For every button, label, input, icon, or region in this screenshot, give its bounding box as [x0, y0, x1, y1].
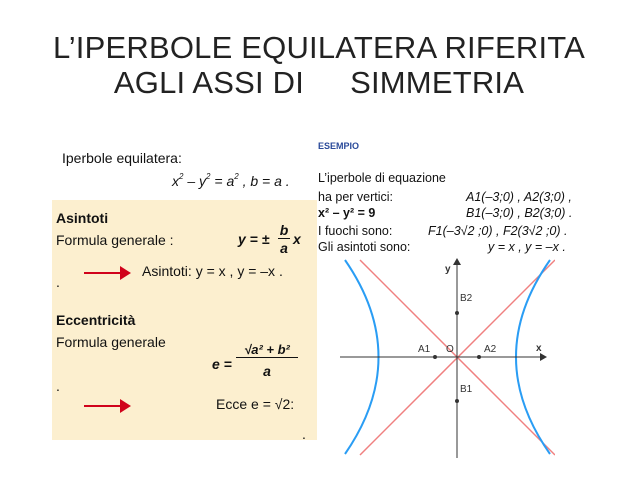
equilateral-formula: $x^2 - y^2 = a^2$ , b = a .	[172, 172, 290, 189]
foci-label: I fuochi sono:	[318, 224, 393, 238]
fraction-x: x	[293, 231, 301, 247]
example-equation: x² – y² = 9	[318, 206, 376, 220]
dot-1: .	[56, 274, 60, 290]
vertices-a: A1(–3;0) , A2(3;0) ,	[466, 190, 572, 204]
label-a1: A1	[418, 344, 431, 355]
esempio-label: ESEMPIO	[318, 141, 360, 151]
formula-generale-label-2: Formula generale	[56, 334, 166, 350]
fraction-a: a	[280, 240, 288, 256]
vertex-b1	[455, 399, 459, 403]
asymptotes-values: y = x , y = –x .	[488, 240, 566, 254]
slide-title-line1: L’IPERBOLE EQUILATERA RIFERITA	[52, 30, 585, 65]
title-part-b: SIMMETRIA	[350, 65, 525, 100]
eccentricity-lhs: e =	[212, 356, 232, 372]
vertices-b: B1(–3;0) , B2(3;0) .	[466, 206, 573, 220]
vertex-b2	[455, 311, 459, 315]
ecce-result: Ecce e = √2:	[216, 396, 295, 412]
eccentricita-heading: Eccentricità	[56, 312, 136, 328]
dot-2: .	[56, 378, 60, 394]
y-axis-arrowhead	[453, 258, 461, 265]
arrow-eccentricita	[84, 405, 122, 407]
eccentricity-numerator: √a² + b²	[236, 342, 298, 358]
asymptote-formula-lhs: y = ±	[238, 231, 270, 247]
fraction-b: b	[279, 222, 289, 238]
label-a2: A2	[484, 344, 497, 355]
x-axis-arrowhead	[540, 353, 547, 361]
formula-panel	[52, 200, 317, 440]
title-part-a: AGLI ASSI DI	[113, 65, 305, 100]
label-y: y	[445, 264, 451, 275]
eccentricity-denominator: a	[263, 363, 271, 379]
asintoti-heading: Asintoti	[56, 210, 109, 226]
label-origin: O	[446, 344, 454, 355]
slide-title-line2	[0, 65, 638, 101]
example-intro: L’iperbole di equazione	[318, 171, 446, 185]
dot-3: .	[302, 426, 306, 442]
asintoti-result: Asintoti: y = x , y = –x .	[142, 263, 283, 279]
foci-values: F1(–3√2 ;0) , F2(3√2 ;0) .	[428, 224, 568, 238]
vertex-a2	[477, 355, 481, 359]
formula-generale-label-1: Formula generale :	[56, 232, 174, 248]
label-x: x	[536, 343, 542, 354]
intro-text: Iperbole equilatera:	[62, 150, 182, 166]
vertex-a1	[433, 355, 437, 359]
vertices-label: ha per vertici:	[318, 190, 394, 204]
label-b1: B1	[460, 384, 473, 395]
arrow-asintoti	[84, 272, 122, 274]
label-b2: B2	[460, 293, 473, 304]
asymptotes-label: Gli asintoti sono:	[318, 240, 411, 254]
hyperbola-graph	[340, 258, 555, 463]
